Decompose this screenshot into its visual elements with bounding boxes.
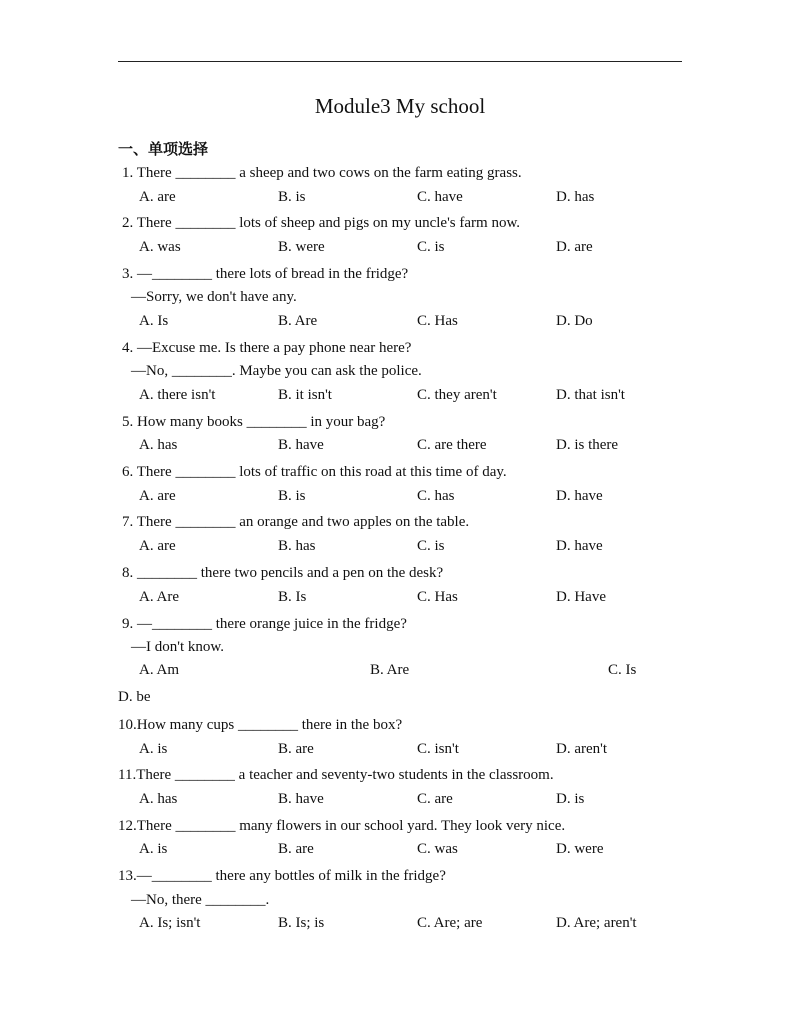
answer-option-b: B. were [278,239,325,255]
answer-option-d: D. Do [556,313,593,329]
question-stem: 4. —Excuse me. Is there a pay phone near here? [122,340,412,356]
answer-option-a: A. are [139,189,176,205]
question-dialogue-line: —Sorry, we don't have any. [131,289,297,305]
answer-option-a: A. is [139,741,168,757]
answer-option-d: D. have [556,488,603,504]
answer-option-c: C. are there [417,437,487,453]
answer-option-d: D. were [556,841,604,857]
answer-option-b: B. has [278,538,316,554]
answer-option-c: C. is [417,538,445,554]
answer-option-d: D. that isn't [556,387,625,403]
answer-option-c: C. Are; are [417,915,483,931]
section-heading: 一、单项选择 [118,140,209,158]
answer-option-b: B. is [278,189,306,205]
answer-option-a: A. is [139,841,168,857]
question-dialogue-line: —No, there ________. [131,892,270,908]
answer-option-a: A. there isn't [139,387,216,403]
answer-option-c: C. isn't [417,741,459,757]
answer-option-b: B. have [278,791,324,807]
answer-option-b: B. Are [370,662,410,678]
answer-option-d: D. is there [556,437,619,453]
answer-option-c: C. are [417,791,453,807]
page-title: Module3 My school [314,94,486,118]
answer-option-a: A. Is; isn't [139,915,201,931]
answer-option-a: A. are [139,538,176,554]
question-stem: 1. There ________ a sheep and two cows on the farm eating grass. [122,165,522,181]
question-stem: 8. ________ there two pencils and a pen on the desk? [122,565,444,581]
answer-option-a: A. was [139,239,181,255]
answer-option-c: C. they aren't [417,387,497,403]
question-dialogue-line: —No, ________. Maybe you can ask the police. [131,363,422,379]
question-stem: 3. —________ there lots of bread in the fridge? [122,266,409,282]
answer-option-d: D. Are; aren't [556,915,637,931]
answer-option-b: B. it isn't [278,387,332,403]
question-stem: 7. There ________ an orange and two apples on the table. [122,514,470,530]
answer-option-d: D. are [556,239,593,255]
question-stem: 10.How many cups ________ there in the box? [118,717,403,733]
answer-option-a: A. has [139,791,178,807]
answer-option-b: B. Is; is [278,915,325,931]
answer-option-a: A. are [139,488,176,504]
answer-option-c: C. Is [608,662,637,678]
answer-option-c: C. have [417,189,463,205]
answer-option-b: B. have [278,437,324,453]
question-stem: 6. There ________ lots of traffic on this road at this time of day. [122,464,507,480]
answer-option-b: B. are [278,841,314,857]
answer-option-a: A. Are [139,589,179,605]
answer-option-b: B. is [278,488,306,504]
answer-option-b: B. Is [278,589,307,605]
answer-option-d: D. have [556,538,603,554]
answer-option-d: D. is [556,791,585,807]
answer-option-c: C. was [417,841,458,857]
answer-option-c: C. Has [417,313,458,329]
question-stem: 5. How many books ________ in your bag? [122,414,386,430]
answer-option-d: D. has [556,189,595,205]
answer-option-b: B. are [278,741,314,757]
question-stem: 12.There ________ many flowers in our school yard. They look very nice. [118,818,566,834]
question-stem: 2. There ________ lots of sheep and pigs on my uncle's farm now. [122,215,521,231]
answer-option-b: B. Are [278,313,318,329]
answer-option-c: C. Has [417,589,458,605]
question-stem: 11.There ________ a teacher and seventy-two students in the classroom. [118,767,554,783]
header-rule [118,61,682,62]
answer-option-d: D. Have [556,589,606,605]
question-dialogue-line: —I don't know. [131,639,224,655]
answer-option-a: A. Am [139,662,180,678]
answer-option-d: D. aren't [556,741,608,757]
answer-option-c: C. has [417,488,455,504]
question-stem: 9. —________ there orange juice in the fridge? [122,616,407,632]
answer-option-a: A. has [139,437,178,453]
answer-option-d: D. be [118,689,151,705]
answer-option-c: C. is [417,239,445,255]
question-stem: 13.—________ there any bottles of milk in the fridge? [118,868,446,884]
answer-option-a: A. Is [139,313,169,329]
